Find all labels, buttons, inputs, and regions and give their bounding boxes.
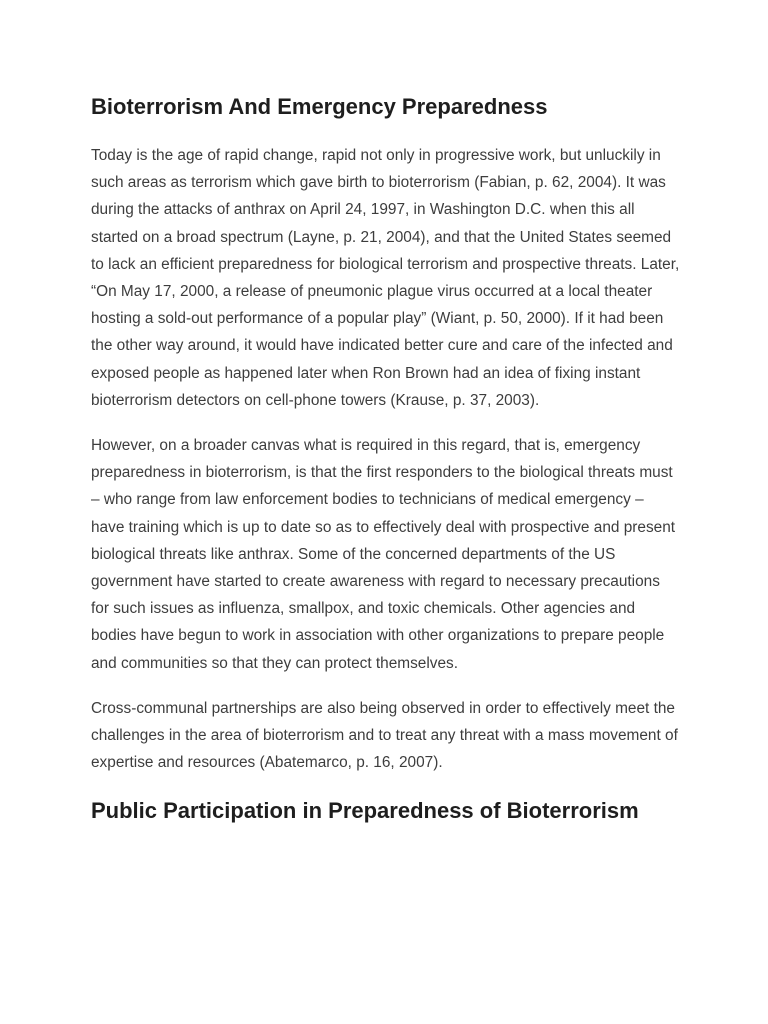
section-subheading: Public Participation in Preparedness of Bioterrorism [91, 798, 639, 824]
body-paragraph-2: However, on a broader canvas what is required in this regard, that is, emergency preparedness in bioterrorism, is that the first responders to the biological threats must – who range from law enforcement bodies to technicians of medical emergency – have training which is up to date so as to effectively deal with prospective and present biological threats like anthrax. Some of the concerned departments of the US government have started to create awareness with regard to necessary precautions for such issues as influenza, smallpox, and toxic chemicals. Other agencies and bodies have begun to work in association with other organizations to prepare people and communities so that they can protect themselves. [91, 437, 676, 672]
document-page [91, 92, 681, 826]
body-paragraph-3: Cross-communal partnerships are also being observed in order to effectively meet the challenges in the area of bioterrorism and to treat any threat with a mass movement of expertise and resources (Abatemarco, p. 16, 2007). [91, 699, 678, 772]
page-title: Bioterrorism And Emergency Preparedness [91, 94, 548, 119]
body-paragraph-1: Today is the age of rapid change, rapid not only in progressive work, but unluckily in such areas as terrorism which gave birth to bioterrorism (Fabian, p. 62, 2004). It was during the attacks of anthrax on April 24, 1997, in Washington D.C. when this all started on a broad spectrum (Layne, p. 21, 2004), and that the United States seemed to lack an efficient preparedness for biological terrorism and prospective threats. Later, “On May 17, 2000, a release of pneumonic plague virus occurred at a local theater hosting a sold-out performance of a popular play” (Wiant, p. 50, 2000). If it had been the other way around, it would have indicated better cure and care of the infected and exposed people as happened later when Ron Brown had an idea of fixing instant bioterrorism detectors on cell-phone towers (Krause, p. 37, 2003). [91, 147, 680, 409]
